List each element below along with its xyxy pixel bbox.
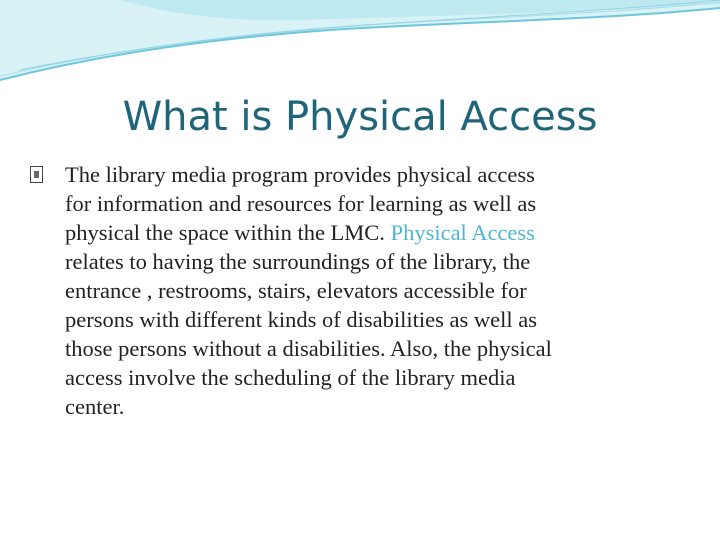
body-paragraph <box>30 160 690 421</box>
slide-body <box>30 160 690 421</box>
body-line-1: The library media program provides physical access <box>65 162 535 187</box>
body-line-3: physical the space within the LMC. <box>65 220 391 245</box>
physical-access-highlight: Physical Access <box>390 220 535 245</box>
missing-glyph-icon <box>30 166 43 183</box>
body-line-2: for information and resources for learning as well as <box>65 191 537 216</box>
body-line-8: access involve the scheduling of the library media <box>65 365 516 390</box>
body-line-9: center. <box>65 394 125 419</box>
body-line-4: relates to having the surroundings of the library, the <box>65 249 531 274</box>
body-line-6: persons with different kinds of disabilities as well as <box>65 307 538 332</box>
header-wave-decoration <box>0 0 720 90</box>
slide-title: What is Physical Access <box>122 94 598 140</box>
body-line-7: those persons without a disabilities. Also, the physical <box>65 336 552 361</box>
body-line-5: entrance , restrooms, stairs, elevators accessible for <box>65 278 527 303</box>
